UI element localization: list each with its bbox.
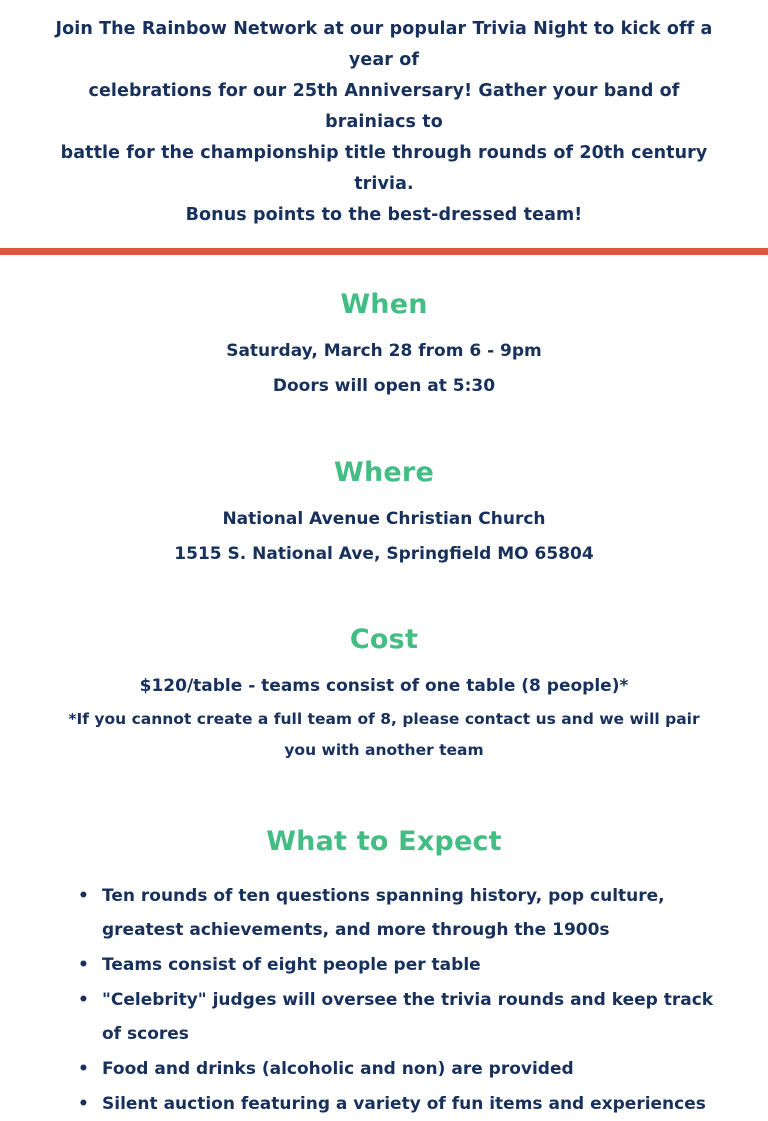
section-expect-heading: What to Expect — [266, 826, 502, 857]
intro-paragraph — [0, 0, 768, 231]
list-item: • Food and drinks (alcoholic and non) are provided — [70, 1052, 728, 1086]
list-item: • Ten rounds of ten questions spanning history, pop culture, greatest achievements, and more through the 1900s — [70, 879, 728, 947]
section-cost-line-1: $120/table - teams consist of one table (8 people)* — [139, 676, 629, 696]
section-cost-line-3: you with another team — [284, 741, 484, 759]
section-where — [40, 457, 728, 572]
section-cost-heading: Cost — [349, 624, 419, 655]
section-where-line-1: National Avenue Christian Church — [222, 509, 546, 529]
intro-line-3: battle for the championship title through rounds of 20th century trivia. — [60, 143, 708, 194]
section-where-line-2: 1515 S. National Ave, Springfield MO 65804 — [174, 544, 594, 564]
section-where-heading: Where — [334, 457, 434, 488]
intro-line-4: Bonus points to the best-dressed team! — [185, 205, 583, 225]
expect-list — [40, 879, 728, 1121]
section-what-to-expect — [40, 826, 728, 1121]
intro-line-1: Join The Rainbow Network at our popular Trivia Night to kick off a year of — [55, 19, 713, 70]
section-cost — [40, 624, 728, 766]
section-when-line-1: Saturday, March 28 from 6 - 9pm — [226, 341, 542, 361]
list-item: • Silent auction featuring a variety of fun items and experiences — [70, 1087, 728, 1121]
intro-line-2: celebrations for our 25th Anniversary! Gather your band of brainiacs to — [88, 81, 680, 132]
section-when-line-2: Doors will open at 5:30 — [272, 376, 496, 396]
section-when-heading: When — [340, 289, 428, 320]
accent-divider-bar — [0, 248, 768, 255]
list-item: • "Celebrity" judges will oversee the trivia rounds and keep track of scores — [70, 983, 728, 1051]
section-cost-line-2: *If you cannot create a full team of 8, please contact us and we will pair — [68, 710, 700, 728]
section-when — [40, 289, 728, 404]
list-item: • Teams consist of eight people per table — [70, 948, 728, 982]
flyer-content — [0, 289, 768, 1121]
